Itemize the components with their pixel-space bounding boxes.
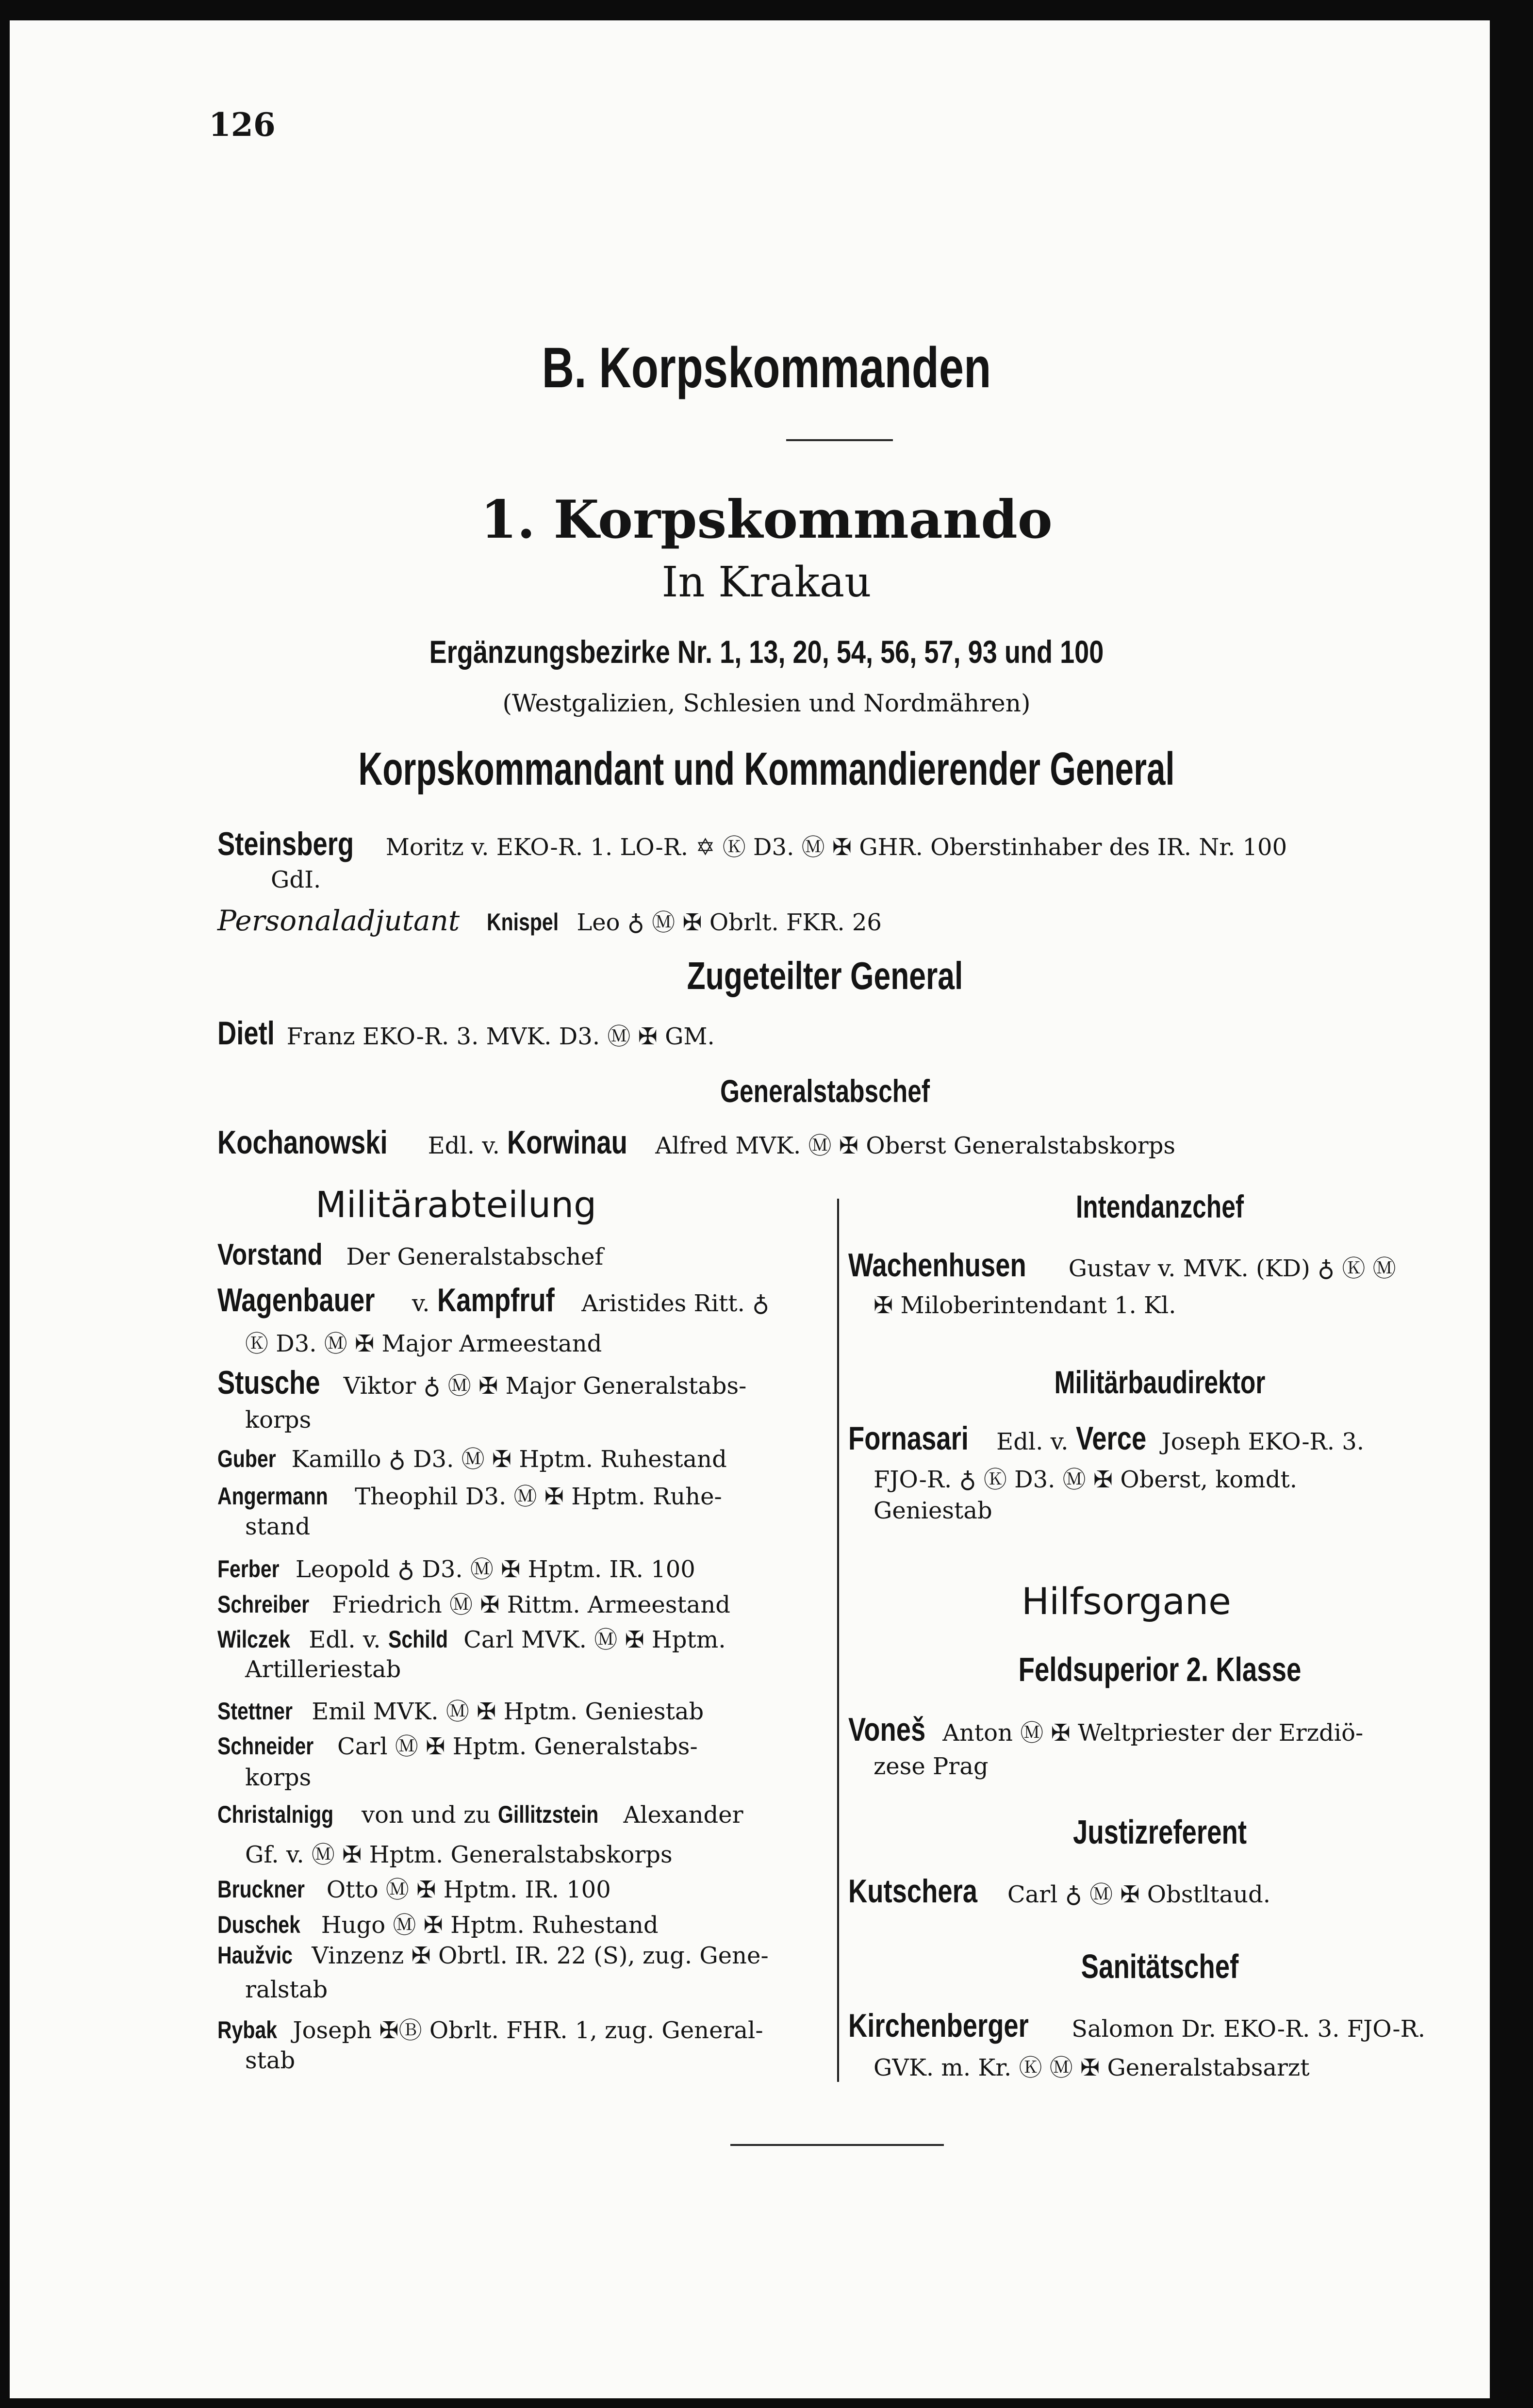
entry-rybak — [217, 2012, 763, 2045]
entry-vorstand — [217, 1237, 603, 1272]
footer-divider — [730, 2144, 944, 2146]
entry-name: Duschek — [217, 1911, 300, 1938]
entry-cont: Ⓚ D3. Ⓜ ✠ Major Armeestand — [245, 1330, 602, 1357]
divider — [786, 439, 893, 441]
entry-name: Wagenbauer — [217, 1282, 375, 1319]
entry-text: Viktor ♁ Ⓜ ✠ Major Generalstabs- — [343, 1372, 747, 1400]
sanitaet-heading: Sanitätschef — [1081, 1947, 1239, 1985]
entry-kutschera — [848, 1872, 1270, 1910]
entry-guber — [217, 1440, 727, 1474]
entry-name: Schreiber — [217, 1591, 310, 1618]
entry-text: Friedrich Ⓜ ✠ Rittm. Armeestand — [331, 1591, 730, 1618]
entry-name: Guber — [217, 1445, 276, 1472]
entry-duschek — [217, 1906, 659, 1940]
entry-name2: Verce — [1075, 1420, 1146, 1457]
entry-name: Bruckner — [217, 1876, 305, 1903]
entry-mid: Edl. v. — [996, 1428, 1069, 1455]
entry-text: Otto Ⓜ ✠ Hptm. IR. 100 — [326, 1876, 611, 1903]
entry-vones — [848, 1711, 1363, 1748]
entry-text: Joseph EKO-R. 3. — [1161, 1428, 1364, 1455]
entry-cont: stand — [245, 1513, 311, 1540]
feldsuperior-heading: Feldsuperior 2. Klasse — [1018, 1650, 1302, 1688]
entry-dietl — [217, 1014, 715, 1052]
entry-text: Der Generalstabschef — [346, 1243, 604, 1270]
entry-christalnigg — [217, 1800, 743, 1829]
column-divider — [837, 1199, 839, 2082]
entry-text: Alfred MVK. Ⓜ ✠ Oberst Generalstabskorps — [655, 1132, 1176, 1159]
entry-text: Moritz v. EKO-R. 1. LO-R. ✡ Ⓚ D3. Ⓜ ✠ GHR. Oberstinhaber des IR. Nr. 100 — [385, 834, 1287, 861]
entry-text: Aristides Ritt. ♁ — [581, 1290, 770, 1317]
entry-text: Franz EKO-R. 3. MVK. D3. Ⓜ ✠ GM. — [286, 1023, 715, 1050]
entry-name: Christalnigg — [217, 1801, 334, 1828]
entry-text: Kamillo ♁ D3. Ⓜ ✠ Hptm. Ruhestand — [291, 1446, 727, 1473]
entry-text: Theophil D3. Ⓜ ✠ Hptm. Ruhe- — [355, 1483, 722, 1510]
entry-text: Joseph ✠Ⓑ Obrlt. FHR. 1, zug. General- — [293, 2017, 763, 2044]
entry-bruckner — [217, 1871, 611, 1904]
entry-name2: Gillitzstein — [498, 1801, 599, 1828]
entry-name2: Schild — [388, 1626, 448, 1653]
location: In Krakau — [661, 558, 872, 607]
entry-text: Alexander — [623, 1801, 743, 1829]
entry-text: Salomon Dr. EKO-R. 3. FJO-R. — [1071, 2015, 1426, 2043]
entry-angermann — [217, 1478, 722, 1511]
entry-cont: FJO-R. ♁ Ⓚ D3. Ⓜ ✠ Oberst, komdt. — [874, 1466, 1298, 1493]
entry-name: Knispel — [486, 908, 559, 936]
page-number: 126 — [209, 106, 276, 144]
entry-text: Vinzenz ✠ Obrtl. IR. 22 (S), zug. Gene- — [312, 1942, 769, 1969]
entry-cont: Geniestab — [874, 1497, 992, 1524]
entry-cont: korps — [245, 1764, 312, 1791]
entry-name: Angermann — [217, 1483, 328, 1510]
commander-heading: Korpskommandant und Kommandierender General — [358, 743, 1175, 795]
entry-cont: GdI. — [271, 866, 321, 893]
entry-fornasari — [848, 1419, 1364, 1457]
entry-cont: GVK. m. Kr. Ⓚ Ⓜ ✠ Generalstabsarzt — [874, 2054, 1310, 2081]
entry-kochanowski — [217, 1123, 1175, 1161]
entry-name: Kochanowski — [217, 1124, 388, 1161]
gs-heading: Generalstabschef — [720, 1073, 930, 1109]
entry-schreiber — [217, 1586, 730, 1619]
entry-text: Hugo Ⓜ ✠ Hptm. Ruhestand — [321, 1912, 659, 1939]
entry-stusche — [217, 1364, 746, 1402]
entry-adjutant — [217, 904, 882, 937]
entry-name: Haužvic — [217, 1942, 293, 1969]
entry-name: Vorstand — [217, 1238, 323, 1271]
entry-mid: von und zu — [361, 1801, 491, 1829]
justiz-heading: Justizreferent — [1072, 1813, 1247, 1851]
entry-cont: zese Prag — [874, 1753, 989, 1780]
entry-wilczek — [217, 1621, 726, 1654]
entry-name: Stusche — [217, 1364, 320, 1401]
entry-cont: stab — [245, 2047, 296, 2074]
baudirektor-heading: Militärbaudirektor — [1054, 1364, 1266, 1400]
entry-text: Carl MVK. Ⓜ ✠ Hptm. — [463, 1626, 726, 1653]
intendanz-heading: Intendanzchef — [1075, 1188, 1244, 1224]
entry-hauzvic — [217, 1941, 769, 1969]
entry-mid: Edl. v. — [309, 1626, 381, 1653]
entry-wachenhusen — [848, 1246, 1396, 1284]
entry-stettner — [217, 1693, 704, 1726]
entry-wagenbauer — [217, 1281, 769, 1319]
entry-name: Rybak — [217, 2016, 278, 2044]
entry-text: Anton Ⓜ ✠ Weltpriester der Erzdiö- — [942, 1719, 1364, 1747]
adjutant-label: Personaladjutant — [217, 904, 460, 937]
zugeteilt-heading: Zugeteilter General — [687, 954, 963, 997]
entry-name: Schneider — [217, 1732, 314, 1760]
entry-name: Voneš — [848, 1711, 926, 1748]
entry-text: Leo ♁ Ⓜ ✠ Obrlt. FKR. 26 — [577, 909, 882, 936]
corps-title: 1. Korpskommando — [480, 489, 1053, 550]
entry-name: Ferber — [217, 1555, 280, 1583]
entry-name: Kirchenberger — [848, 2007, 1029, 2044]
entry-text: Leopold ♁ D3. Ⓜ ✠ Hptm. IR. 100 — [295, 1556, 695, 1583]
entry-name: Dietl — [217, 1015, 275, 1052]
entry-name: Wilczek — [217, 1626, 291, 1653]
entry-cont: Artilleriestab — [245, 1656, 401, 1683]
entry-kirchenberger — [848, 2007, 1425, 2045]
entry-name: Kutschera — [848, 1873, 978, 1910]
hilfsorgane-heading: Hilfsorgane — [1022, 1580, 1231, 1623]
entry-name: Steinsberg — [217, 825, 354, 862]
entry-text: Gustav v. MVK. (KD) ♁ Ⓚ Ⓜ — [1068, 1255, 1396, 1282]
entry-name2: Kampfruf — [437, 1282, 555, 1319]
entry-ferber — [217, 1550, 695, 1584]
entry-cont: korps — [245, 1406, 312, 1434]
entry-text: Emil MVK. Ⓜ ✠ Hptm. Geniestab — [312, 1698, 704, 1725]
entry-mid: Edl. v. — [428, 1132, 500, 1159]
erganzung-line: Ergänzungsbezirke Nr. 1, 13, 20, 54, 56, 57, 93 und 100 — [429, 634, 1104, 670]
section-title: B. Korpskommanden — [542, 336, 991, 400]
entry-schneider — [217, 1728, 698, 1761]
entry-name: Fornasari — [848, 1420, 969, 1457]
entry-name: Wachenhusen — [848, 1247, 1026, 1284]
region-line: (Westgalizien, Schlesien und Nordmähren) — [502, 689, 1031, 717]
militaerabteilung-heading: Militärabteilung — [315, 1184, 597, 1226]
entry-cont: ✠ Miloberintendant 1. Kl. — [874, 1292, 1176, 1319]
entry-name2: Korwinau — [507, 1124, 628, 1161]
entry-text: Carl ♁ Ⓜ ✠ Obstltaud. — [1007, 1881, 1270, 1908]
entry-text: Carl Ⓜ ✠ Hptm. Generalstabs- — [337, 1733, 698, 1760]
entry-steinsberg — [217, 825, 1287, 863]
entry-mid: v. — [412, 1290, 430, 1317]
entry-name: Stettner — [217, 1698, 293, 1725]
entry-cont: ralstab — [245, 1976, 328, 2003]
entry-cont: Gf. v. Ⓜ ✠ Hptm. Generalstabskorps — [245, 1841, 673, 1868]
